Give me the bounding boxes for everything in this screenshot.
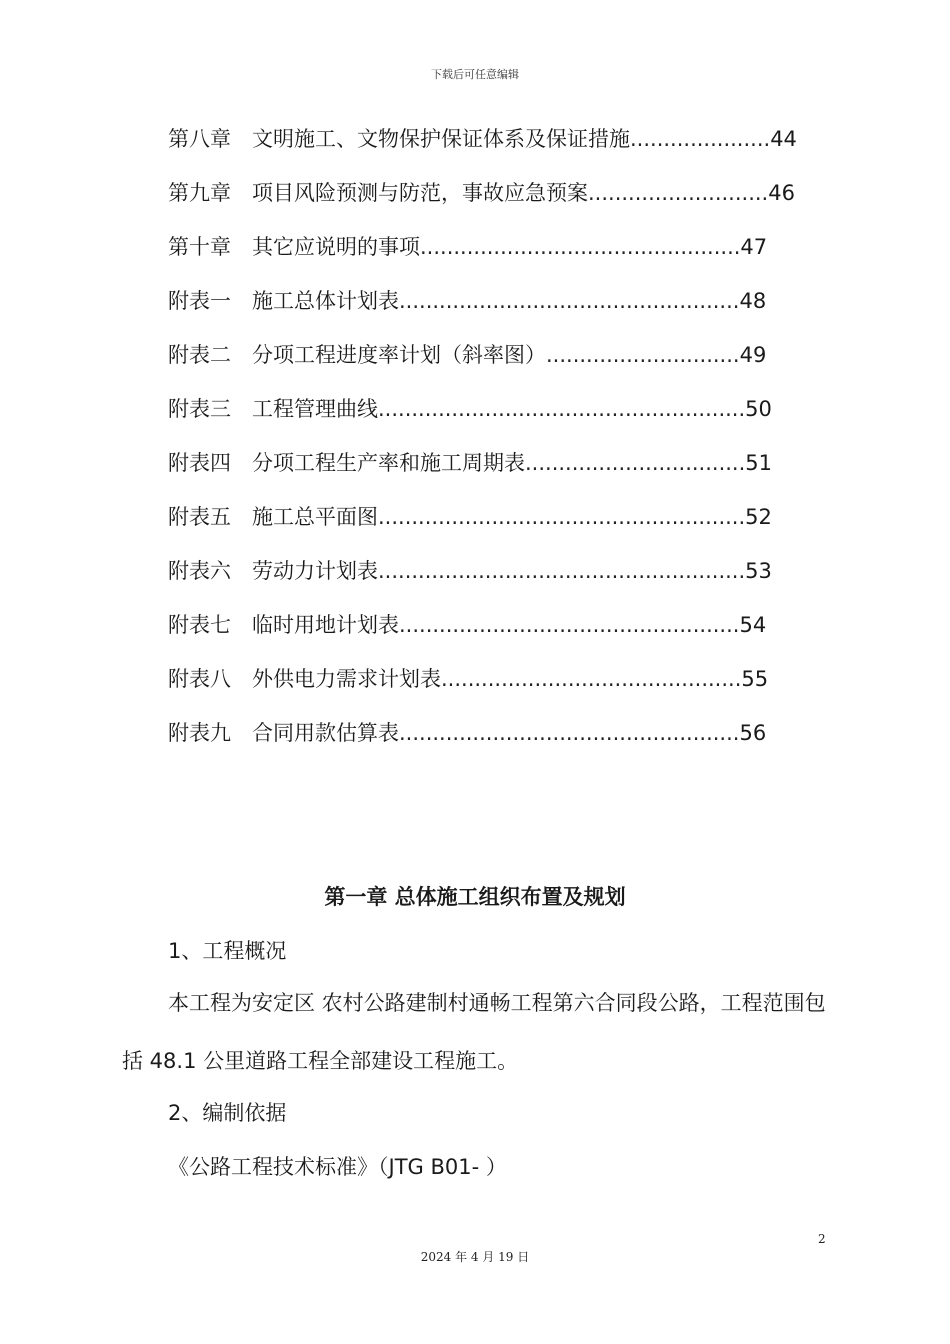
toc-entry-title: 外供电力需求计划表 [252, 667, 441, 691]
toc-entry-title: 施工总体计划表 [252, 289, 399, 313]
toc-entry-page: 47 [740, 235, 768, 259]
page-number: 2 [818, 1232, 826, 1246]
chapter-title: 第一章 总体施工组织布置及规划 [324, 885, 626, 909]
toc-entry-page: 52 [745, 505, 772, 529]
toc-entry[interactable] [168, 174, 868, 228]
toc-entry[interactable] [168, 498, 868, 552]
table-of-contents [168, 120, 868, 768]
toc-entry[interactable] [168, 228, 868, 282]
page-footer-date: 2024 年 4 月 19 日 [420, 1250, 530, 1264]
toc-entry-label: 附表二 [168, 343, 231, 367]
toc-entry-page: 53 [745, 559, 772, 583]
toc-entry-label: 附表九 [168, 721, 231, 745]
toc-entry-leader: ................................................... [399, 613, 740, 637]
toc-entry-title: 分项工程进度率计划（斜率图） [252, 343, 546, 367]
toc-entry-label: 附表八 [168, 667, 231, 691]
page-header: 下载后可任意编辑 [431, 68, 519, 81]
toc-entry-page: 50 [745, 397, 772, 421]
toc-entry-page: 44 [770, 127, 797, 151]
toc-entry-label: 附表四 [168, 451, 231, 475]
toc-entry-leader: ............................. [546, 343, 740, 367]
toc-entry-label: 附表六 [168, 559, 231, 583]
toc-entry[interactable] [168, 336, 868, 390]
toc-entry-page: 51 [745, 451, 773, 475]
toc-entry[interactable] [168, 444, 868, 498]
toc-entry-page: 46 [768, 181, 795, 205]
toc-entry-page: 49 [739, 343, 767, 367]
toc-entry-page: 56 [739, 721, 767, 745]
toc-entry[interactable] [168, 120, 868, 174]
toc-entry-title: 其它应说明的事项 [252, 235, 420, 259]
toc-entry[interactable] [168, 714, 868, 768]
toc-entry-label: 附表三 [168, 397, 231, 421]
toc-entry-leader: ................................. [525, 451, 746, 475]
toc-entry[interactable] [168, 282, 868, 336]
toc-entry-title: 文明施工、文物保护保证体系及保证措施 [252, 127, 630, 151]
toc-entry-label: 附表七 [168, 613, 231, 637]
paragraph-project-overview [122, 974, 832, 1090]
toc-entry-leader: ........................... [588, 181, 769, 205]
toc-entry-title: 施工总平面图 [252, 505, 378, 529]
toc-entry-page: 55 [741, 667, 769, 691]
toc-entry-page: 54 [739, 613, 767, 637]
toc-entry-title: 工程管理曲线 [252, 397, 378, 421]
toc-entry-leader: ............................................. [441, 667, 742, 691]
toc-entry-title: 临时用地计划表 [252, 613, 399, 637]
toc-entry-leader: ................................................... [399, 721, 740, 745]
toc-entry[interactable] [168, 552, 868, 606]
toc-entry-label: 第八章 [168, 127, 231, 151]
toc-entry-title: 项目风险预测与防范，事故应急预案 [252, 181, 588, 205]
reference-standard: 《公路工程技术标准》（JTG B01- ） [168, 1155, 507, 1179]
paragraph-text: 本工程为安定区 农村公路建制村通畅工程第六合同段公路，工程范围包括 48.1 公里道路工程全部建设工程施工。 [122, 991, 826, 1073]
toc-entry-title: 分项工程生产率和施工周期表 [252, 451, 525, 475]
toc-entry-leader: ....................................................... [378, 505, 746, 529]
toc-entry-leader: ................................................... [399, 289, 740, 313]
toc-entry-leader: ..................... [630, 127, 771, 151]
toc-entry-page: 48 [739, 289, 767, 313]
toc-entry-label: 附表一 [168, 289, 231, 313]
section-heading-1: 1、工程概况 [168, 939, 287, 963]
toc-entry-leader: ................................................ [420, 235, 741, 259]
toc-entry-title: 劳动力计划表 [252, 559, 378, 583]
toc-entry-label: 第九章 [168, 181, 231, 205]
toc-entry-leader: ....................................................... [378, 559, 746, 583]
toc-entry-leader: ....................................................... [378, 397, 746, 421]
toc-entry-label: 附表五 [168, 505, 231, 529]
toc-entry-label: 第十章 [168, 235, 231, 259]
toc-entry[interactable] [168, 606, 868, 660]
toc-entry[interactable] [168, 660, 868, 714]
toc-entry-title: 合同用款估算表 [252, 721, 399, 745]
section-heading-2: 2、编制依据 [168, 1101, 287, 1125]
toc-entry[interactable] [168, 390, 868, 444]
